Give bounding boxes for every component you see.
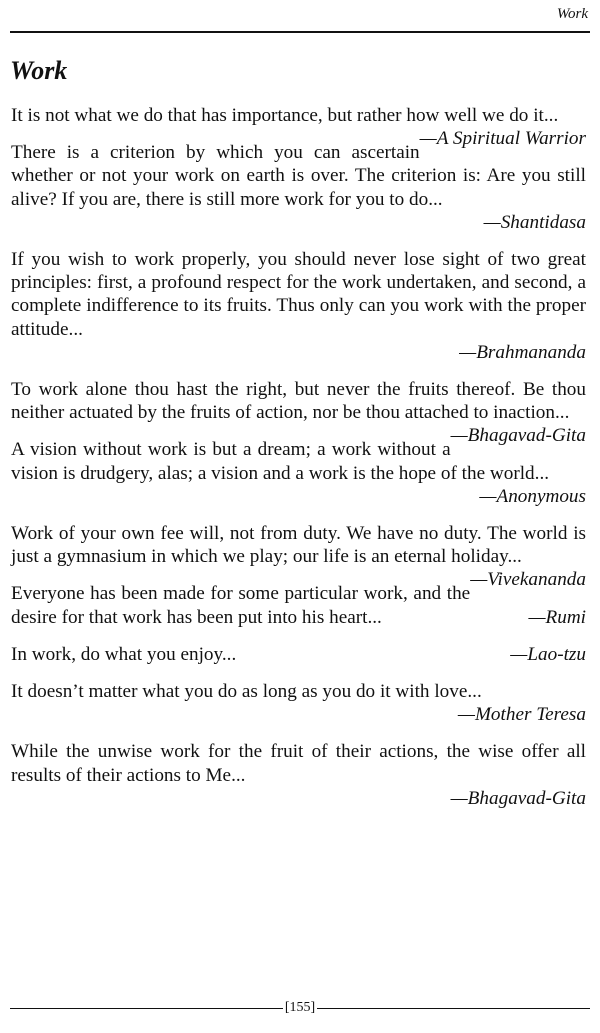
quote-text: If you wish to work properly, you should never lose sight of two great principles: first, a profound respect for the work undertaken, and second, a complete indifference to its fruits. Thus only can you work with the proper attitude... xyxy=(11,249,586,340)
quote-attribution: —Lao-tzu xyxy=(510,643,586,665)
footer-rule-left xyxy=(10,1008,283,1009)
quote-text: It is not what we do that has importance, but rather how well we do it... xyxy=(11,105,559,126)
quote-text: It doesn’t matter what you do as long as you do it with love... xyxy=(11,681,482,703)
quote-attribution: —Shantidasa xyxy=(483,211,586,233)
quote-body xyxy=(11,522,586,591)
page-footer xyxy=(10,1000,590,1016)
quote-text: There is a criterion by which you can ascertain whether or not your work on earth is over. The criterion is: Are you still alive? If you are, there is still more work for you to do... xyxy=(11,142,586,210)
quote xyxy=(11,643,586,666)
quote xyxy=(11,680,586,726)
quote-text: Work of your own fee will, not from duty. We have no duty. The world is just a gymnasium in which we play; our life is an eternal holiday... xyxy=(11,523,586,568)
quote xyxy=(11,522,586,591)
page-title: Work xyxy=(10,56,68,85)
quote xyxy=(11,438,586,508)
quote-attribution: —Anonymous xyxy=(479,485,586,507)
quote-text: While the unwise work for the fruit of their actions, the wise offer all results of their actions to Me... xyxy=(11,741,586,786)
quote-attribution: —Bhagavad-Gita xyxy=(450,787,586,809)
quote xyxy=(11,104,586,150)
quote-text: In work, do what you enjoy... xyxy=(11,643,237,665)
running-head: Work xyxy=(556,6,588,22)
quote-text: Everyone has been made for some particular work, and the desire for that work has been put into his heart... xyxy=(11,583,471,628)
quote xyxy=(11,378,586,447)
header-rule xyxy=(10,31,590,33)
quote xyxy=(11,141,586,234)
page-number: [155] xyxy=(284,1000,316,1015)
quote-text: A vision without work is but a dream; a work without a vision is drudgery, alas; a vision and a work is the hope of the world... xyxy=(11,439,550,484)
quote-text: To work alone thou hast the right, but never the fruits thereof. Be thou neither actuated by the fruits of action, nor be thou attached to inaction... xyxy=(11,379,586,424)
quote-body xyxy=(11,643,586,666)
quote-body xyxy=(11,104,586,150)
quote xyxy=(11,740,586,810)
quote-attribution: —Bhagavad-Gita xyxy=(450,425,586,447)
quote-attribution: —Mother Teresa xyxy=(457,704,586,726)
quote-attribution: —Brahmananda xyxy=(459,341,586,363)
quote-attribution: —Vivekananda xyxy=(470,569,586,591)
quote-attribution: —A Spiritual Warrior xyxy=(419,128,586,150)
quote-attribution: —Rumi xyxy=(528,606,586,628)
quote-body xyxy=(11,378,586,447)
footer-rule-right xyxy=(317,1008,590,1009)
quotes-list xyxy=(11,104,586,824)
quote xyxy=(11,248,586,364)
